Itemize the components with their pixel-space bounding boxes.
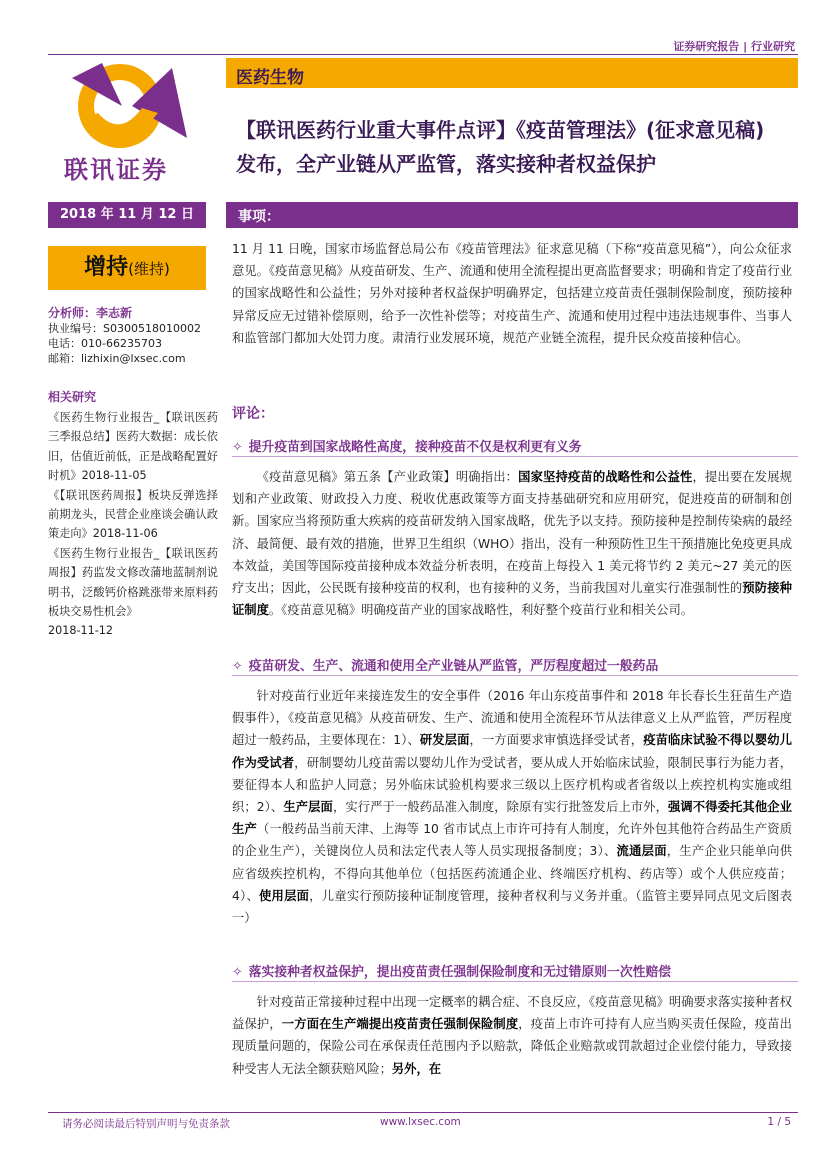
title-line-2: 发布，全产业链从严监管，落实接种者权益保护 xyxy=(236,152,656,176)
section-body-2 xyxy=(232,685,792,929)
section-divider xyxy=(232,456,798,457)
section-heading-1: ✧ 提升疫苗到国家战略性高度，接种疫苗不仅是权利更有义务 xyxy=(232,440,582,455)
section-heading-2: ✧ 疫苗研发、生产、流通和使用全产业链从严监管，严厉程度超过一般药品 xyxy=(232,659,659,674)
event-text: 11 月 11 日晚，国家市场监督总局公布《疫苗管理法》征求意见稿（下称“疫苗意见稿”），向公众征求意见。《疫苗意见稿》从疫苗研发、生产、流通和使用全流程提出更高监督要求；明确和肯定了疫苗行业的国家战略性和公益性；另外对接种者权益保护明确界定，包括建立疫苗责任强制保险制度，预防接种异常反应无过错补偿原则，给予一次性补偿等；对疫苗生产、流通和使用过程中违法违规事件、当事人和监管部门都加大处罚力度。肃清行业发展环境，规范产业链全流程，提升民众疫苗接种信心。 xyxy=(232,242,792,345)
sector-label: 医药生物 xyxy=(236,68,304,88)
report-type-tag: 证券研究报告 | 行业研究 xyxy=(673,40,795,53)
related-item[interactable]: 《医药生物行业报告_【联讯医药周报】药监发文修改蒲地蓝制剂说明书，泛酸钙价格跳涨带来原料药板块交易性机会》 xyxy=(48,546,218,619)
analyst-name: 分析师：李志新 xyxy=(48,306,133,320)
section-divider xyxy=(232,981,798,982)
analyst-phone: 电话：010-66235703 xyxy=(48,337,162,350)
sector-bar xyxy=(226,58,798,88)
comment-heading: 评论： xyxy=(232,406,274,422)
section-body-1 xyxy=(232,466,792,621)
event-bar xyxy=(226,202,798,228)
analyst-info xyxy=(48,306,218,366)
diamond-icon: ✧ xyxy=(232,659,243,674)
footer-divider xyxy=(48,1112,798,1113)
related-item[interactable]: 《医药生物行业报告_【联讯医药三季报总结】医药大数据：成长依旧，估值近前低，正是战略配置好时机》2018-11-05 xyxy=(48,411,218,483)
rating-note: (维持) xyxy=(128,260,170,278)
section-paragraph: 针对疫苗正常接种过程中出现一定概率的耦合症、不良反应，《疫苗意见稿》明确要求落实接种者权益保护，一方面在生产端提出疫苗责任强制保险制度，疫苗上市许可持有人应当购买责任保险，疫苗出现质量问题的，保险公司在承保责任范围内予以赔款，降低企业赔款或罚款超过企业偿付能力，导致接种受害人无法全额获赔风险；另外，在 xyxy=(232,995,792,1076)
related-research-title: 相关研究 xyxy=(48,390,97,404)
section-heading-3: ✧ 落实接种者权益保护，提出疫苗责任强制保险制度和无过错原则一次性赔偿 xyxy=(232,965,672,980)
rating-box xyxy=(48,246,206,290)
page-number: 1 / 5 xyxy=(767,1116,791,1128)
disclaimer-link[interactable]: 请务必阅读最后特别声明与免责条款 xyxy=(62,1118,230,1130)
diamond-icon: ✧ xyxy=(232,440,243,455)
section-paragraph: 《疫苗意见稿》第五条【产业政策】明确指出：国家坚持疫苗的战略性和公益性，提出要在发展规划和产业政策、财政投入力度、税收优惠政策等方面支持基础研究和应用研究，促进疫苗的研制和创新。国家应当将预防重大疾病的疫苗研发纳入国家战略，优先予以支持。预防接种是控制传染病的最经济、最简便、最有效的措施，世界卫生组织（WHO）指出，没有一种预防性卫生干预措施比免疫更具成本效益，美国等国际疫苗接种成本效益分析表明，在疫苗上每投入 1 美元将节约 2 美元~27 美元的医疗支出；因此，公民既有接种疫苗的权利，也有接种的义务，当前我国对儿童实行准强制性的预防接种证制度。《疫苗意见稿》明确疫苗产业的国家战略性，利好整个疫苗行业和相关公司。 xyxy=(232,470,792,618)
event-label: 事项： xyxy=(238,209,280,225)
event-paragraph xyxy=(232,238,792,349)
related-item-date: 2018-11-12 xyxy=(48,624,114,638)
title-line-1: 【联讯医药行业重大事件点评】《疫苗管理法》(征求意见稿) xyxy=(236,118,765,142)
logo-text: 联讯证券 xyxy=(64,156,168,184)
section-divider xyxy=(232,675,798,676)
rating-value: 增持 xyxy=(84,255,129,280)
analyst-email[interactable]: 邮箱：lizhixin@lxsec.com xyxy=(48,352,186,365)
header-divider xyxy=(48,54,798,55)
related-item[interactable]: 《【联讯医药周报】板块反弹选择前期龙头，民营企业座谈会确认政策走向》2018-11-06 xyxy=(48,488,218,541)
website-link[interactable]: www.lxsec.com xyxy=(380,1116,461,1128)
report-title xyxy=(236,113,796,181)
section-body-3 xyxy=(232,991,792,1080)
report-date: 2018 年 11 月 12 日 xyxy=(48,202,206,228)
section-paragraph: 针对疫苗行业近年来接连发生的安全事件（2016 年山东疫苗事件和 2018 年长春长生狂苗生产造假事件），《疫苗意见稿》从疫苗研发、生产、流通和使用全流程环节从法律意义上从严监管，严厉程度超过一般药品，主要体现在：1）、研发层面，一方面要求审慎选择受试者，疫苗临床试验不得以婴幼儿作为受试者，研制婴幼儿疫苗需以婴幼儿作为受试者，要从成人开始临床试验，限制民事行为能力者，要征得本人和监护人同意；另外临床试验机构要求三级以上医疗机构或者省级以上疾控机构实施或组织；2）、生产层面，实行严于一般药品准入制度，除原有实行批签发后上市外，强调不得委托其他企业生产（一般药品当前天津、上海等 10 省市试点上市许可持有人制度，允许外包其他符合药品生产资质的企业生产），关键岗位人员和法定代表人等人员实现报备制度；3）、流通层面，生产企业只能单向供应省级疾控机构，不得向其他单位（包括医药流通企业、终端医疗机构、药店等）或个人供应疫苗；4）、使用层面，儿童实行预防接种证制度管理，接种者权利与义务并重。（监管主要异同点见文后图表一） xyxy=(232,689,792,926)
analyst-license: 执业编号：S0300518010002 xyxy=(48,322,201,335)
related-research-list xyxy=(48,408,218,641)
diamond-icon: ✧ xyxy=(232,965,243,980)
